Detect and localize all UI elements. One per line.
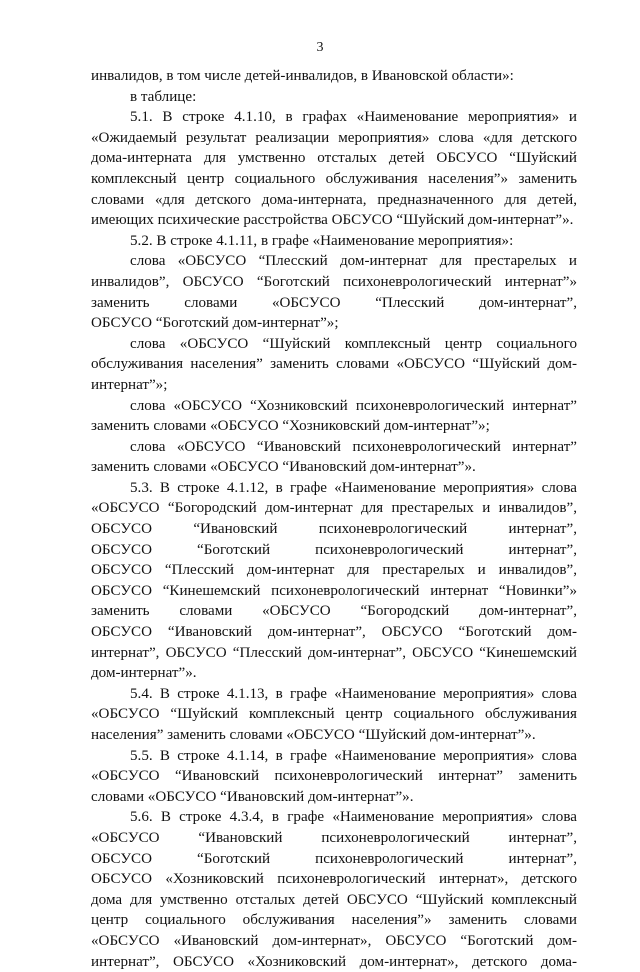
text-line: «ОБСУСО “Ивановский психоневрологический интернат”, bbox=[91, 829, 577, 846]
text-line: ОБСУСО “Боготский психоневрологический интернат”, bbox=[91, 850, 577, 867]
text-line: дома для умственно отсталых детей ОБСУСО “Шуйский комплексный bbox=[91, 891, 577, 908]
text-line: слова «ОБСУСО “Хозниковский психоневрологический интернат” bbox=[130, 397, 577, 414]
text-line: «Ожидаемый результат реализации мероприятия» слова «для детского bbox=[91, 129, 577, 146]
text-line: словами «для детского дома-интерната, предназначенного для детей, bbox=[91, 191, 577, 208]
text-line: «ОБСУСО “Шуйский комплексный центр социального обслуживания bbox=[91, 706, 577, 723]
text-line: 5.1. В строке 4.1.10, в графах «Наименование мероприятия» и bbox=[130, 109, 577, 126]
text-line: центр социального обслуживания населения”» заменить словами bbox=[91, 912, 577, 929]
text-line: дома-интерната для умственно отсталых детей ОБСУСО “Шуйский bbox=[91, 150, 577, 167]
page-number: 3 bbox=[316, 40, 324, 55]
text-line: 5.5. В строке 4.1.14, в графе «Наименование мероприятия» слова bbox=[130, 747, 577, 764]
document-body bbox=[91, 66, 577, 972]
text-line: заменить словами «ОБСУСО “Ивановский дом-интернат”». bbox=[91, 459, 476, 476]
text-line: обслуживания населения” заменить словами «ОБСУСО “Шуйский дом- bbox=[91, 356, 577, 373]
text-line: комплексный центр социального обслуживания населения”» заменить bbox=[91, 170, 577, 187]
text-line: ОБСУСО “Ивановский психоневрологический интернат”, bbox=[91, 521, 577, 538]
text-line: населения” заменить словами «ОБСУСО “Шуйский дом-интернат”». bbox=[91, 727, 536, 743]
text-line: 5.6. В строке 4.3.4, в графе «Наименование мероприятия» слова bbox=[130, 809, 577, 826]
text-line: ОБСУСО “Ивановский дом-интернат”, ОБСУСО “Боготский дом- bbox=[91, 624, 577, 641]
text-line: ОБСУСО “Кинешемский психоневрологический интернат “Новинки”» bbox=[91, 582, 577, 599]
text-line: 5.2. В строке 4.1.11, в графе «Наименование мероприятия»: bbox=[130, 232, 514, 249]
text-line: словами «ОБСУСО “Ивановский дом-интернат”». bbox=[91, 788, 414, 805]
text-line: слова «ОБСУСО “Плесский дом-интернат для престарелых и bbox=[130, 253, 577, 270]
text-line: инвалидов, в том числе детей-инвалидов, в Ивановской области»: bbox=[91, 68, 514, 84]
text-line: ОБСУСО “Боготский психоневрологический интернат”, bbox=[91, 541, 577, 558]
text-line: ОБСУСО “Боготский дом-интернат”»; bbox=[91, 315, 339, 332]
text-line: инвалидов”, ОБСУСО “Боготский психоневрологический интернат”» bbox=[91, 273, 577, 290]
text-line: ОБСУСО “Плесский дом-интернат для престарелых и инвалидов”, bbox=[91, 562, 577, 579]
text-line: «ОБСУСО «Ивановский дом-интернат», ОБСУСО “Боготский дом- bbox=[91, 932, 577, 949]
text-line: заменить словами «ОБСУСО “Хозниковский дом-интернат”»; bbox=[91, 418, 490, 435]
text-line: дом-интернат”». bbox=[91, 665, 197, 682]
text-line: интернат”»; bbox=[91, 376, 168, 393]
text-line: в таблице: bbox=[130, 88, 197, 105]
text-line: 5.4. В строке 4.1.13, в графе «Наименование мероприятия» слова bbox=[130, 685, 577, 702]
text-line: слова «ОБСУСО “Шуйский комплексный центр социального bbox=[130, 335, 577, 352]
text-line: имеющих психические расстройства ОБСУСО “Шуйский дом-интернат”». bbox=[91, 212, 574, 229]
text-line: 5.3. В строке 4.1.12, в графе «Наименование мероприятия» слова bbox=[130, 479, 577, 496]
text-line: заменить словами «ОБСУСО “Богородский дом-интернат”, bbox=[91, 603, 577, 620]
text-line: интернат”, ОБСУСО «Хозниковский дом-интернат», детского дома- bbox=[91, 953, 577, 970]
text-line: заменить словами «ОБСУСО “Плесский дом-интернат”, bbox=[91, 294, 577, 311]
text-line: интернат”, ОБСУСО “Плесский дом-интернат”, ОБСУСО “Кинешемский bbox=[91, 644, 577, 661]
text-line: слова «ОБСУСО “Ивановский психоневрологический интернат” bbox=[130, 438, 577, 455]
text-line: «ОБСУСО “Богородский дом-интернат для престарелых и инвалидов”, bbox=[91, 500, 577, 517]
text-line: ОБСУСО «Хозниковский психоневрологический интернат», детского bbox=[91, 871, 577, 888]
text-line: «ОБСУСО “Ивановский психоневрологический интернат” заменить bbox=[91, 768, 577, 785]
